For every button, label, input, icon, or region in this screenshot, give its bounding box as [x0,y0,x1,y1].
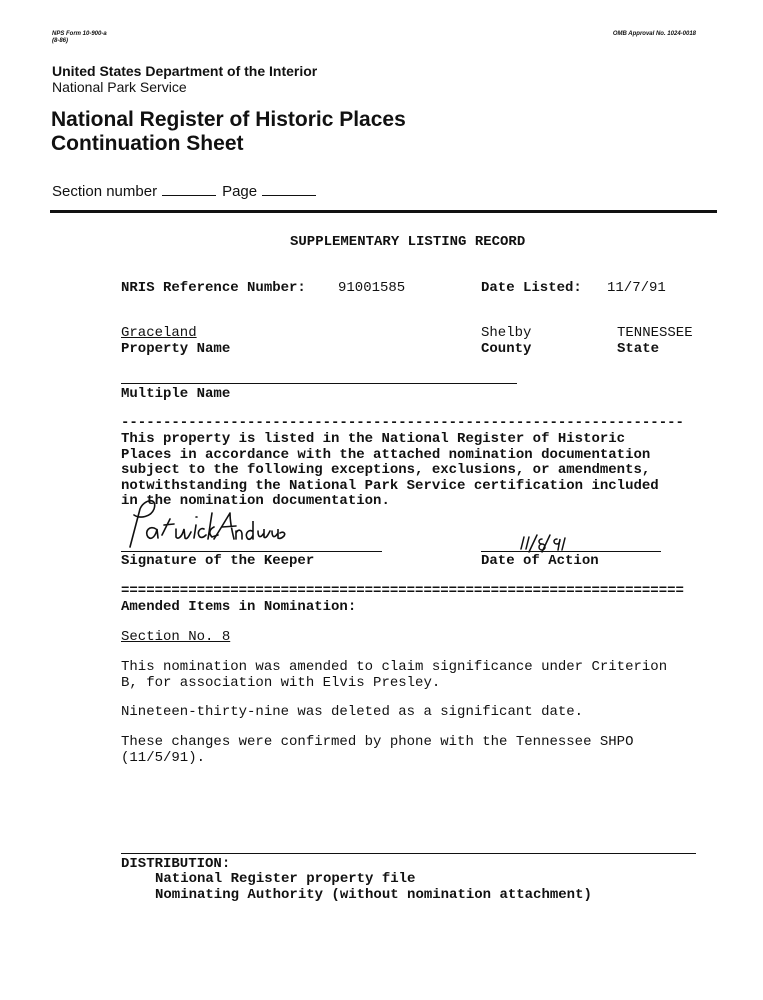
statement-line-1: This property is listed in the National Register of Historic [121,431,626,447]
section-number-field [162,183,216,196]
date-of-action-label: Date of Action [481,553,599,569]
amended-items-label: Amended Items in Nomination: [121,599,357,615]
amendment-1-line-2: B, for association with Elvis Presley. [121,675,441,691]
distribution-rule [121,853,696,854]
date-of-action-line [481,551,661,552]
property-name-label: Property Name [121,341,231,357]
statement-line-3: subject to the following exceptions, exclusions, or amendments, [121,462,651,478]
distribution-label: DISTRIBUTION: [121,856,231,872]
statement-line-4: notwithstanding the National Park Service certification included [121,477,659,494]
service-name: National Park Service [52,79,187,95]
page-field [262,183,316,196]
distribution-item-2: Nominating Authority (without nomination attachment) [155,887,592,903]
amendment-3-line-1: These changes were confirmed by phone with the Tennessee SHPO [121,734,634,750]
state-label: State [617,341,660,357]
signature-line [121,551,382,552]
date-listed-label: Date Listed: [481,280,582,296]
statement-line-5: in the nomination documentation. [121,493,390,509]
nris-label: NRIS Reference Number: [121,280,306,296]
form-date: (8-86) [52,38,69,44]
omb-approval: OMB Approval No. 1024-0018 [612,31,696,37]
dashed-separator: ------------------------------------------------------------------- [121,416,684,431]
multiple-name-label: Multiple Name [121,386,231,402]
signature-label: Signature of the Keeper [121,553,315,569]
nris-value: 91001585 [338,280,406,296]
amendment-1-line-1: This nomination was amended to claim significance under Criterion [121,659,668,675]
page-title: National Register of Historic Places [51,108,406,131]
form-number: NPS Form 10-900-a [52,31,107,37]
county-label: County [481,341,532,357]
county-value: Shelby [481,325,532,341]
double-separator: =================================================================== [121,584,684,599]
section-number-label: Section number [52,183,158,200]
page-subtitle: Continuation Sheet [51,132,244,155]
section-page-line [52,183,322,200]
amendment-2: Nineteen-thirty-nine was deleted as a significant date. [121,704,584,720]
state-value: TENNESSEE [617,325,693,341]
distribution-item-1: National Register property file [155,871,416,887]
property-name-value: Graceland [121,325,197,341]
statement-line-2: Places in accordance with the attached nomination documentation [121,446,651,463]
amendment-3-line-2: (11/5/91). [121,750,206,766]
header-rule [50,210,717,213]
date-listed-value: 11/7/91 [607,280,666,296]
page-label: Page [222,183,258,200]
keeper-signature [118,495,298,555]
multiple-name-field [121,383,517,384]
department-name: United States Department of the Interior [52,63,318,79]
record-heading: SUPPLEMENTARY LISTING RECORD [290,234,526,250]
section-no: Section No. 8 [121,629,231,645]
